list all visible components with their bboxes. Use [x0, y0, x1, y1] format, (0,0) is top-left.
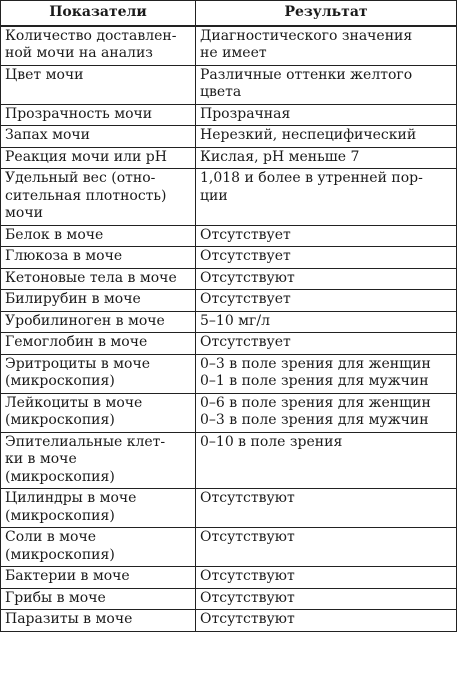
indicator-cell-text: Количество доставлен- ной мочи на анализ [5, 27, 177, 61]
result-cell-text: Отсутствует [200, 226, 291, 243]
indicator-cell [1, 225, 196, 247]
result-cell-text: Отсутствуют [200, 589, 295, 606]
indicator-cell [1, 268, 196, 290]
result-cell-text: Отсутствуют [200, 529, 295, 545]
result-cell-text: 0–6 в поле зрения для женщин 0–3 в поле зрения для мужчин [200, 394, 431, 428]
table-header-row [1, 1, 457, 26]
result-cell-text: Отсутствуют [200, 611, 295, 627]
indicator-cell-text: Эритроциты в моче (микроскопия) [5, 355, 151, 389]
indicator-cell-text: Белок в моче [5, 226, 104, 243]
indicator-cell-text: Запах мочи [5, 127, 90, 143]
indicator-cell [1, 333, 196, 355]
indicator-cell-text: Кетоновые тела в моче [5, 269, 177, 286]
result-cell-text: Нерезкий, неспецифический [200, 127, 417, 143]
result-cell-text: Отсутствует [200, 291, 291, 307]
result-cell-text: Отсутствуют [200, 490, 295, 506]
indicator-cell-text: Уробилиноген в моче [5, 312, 165, 329]
indicator-cell [1, 169, 196, 226]
result-cell [196, 393, 457, 432]
indicator-cell [1, 354, 196, 393]
result-cell-text: Отсутствуют [200, 269, 295, 286]
result-cell-text: 0–3 в поле зрения для женщин 0–1 в поле зрения для мужчин [200, 355, 431, 389]
result-cell [196, 333, 457, 355]
table-row [1, 489, 457, 528]
indicator-cell [1, 567, 196, 589]
result-cell [196, 247, 457, 269]
result-cell [196, 311, 457, 333]
indicator-cell [1, 489, 196, 528]
column-header-indicators: Показатели [1, 1, 196, 26]
table-row [1, 333, 457, 355]
result-cell-text: Различные оттенки желтого цвета [200, 66, 413, 100]
result-cell [196, 354, 457, 393]
table-row [1, 311, 457, 333]
indicator-cell [1, 588, 196, 610]
result-cell [196, 147, 457, 169]
indicator-cell [1, 311, 196, 333]
result-cell-text: 5–10 мг/л [200, 312, 271, 329]
result-cell [196, 126, 457, 148]
result-cell-text: 0–10 в поле зрения [200, 433, 343, 450]
indicator-cell [1, 610, 196, 632]
indicator-cell-text: Цилиндры в моче (микроскопия) [5, 490, 137, 524]
result-cell-text: Отсутствует [200, 334, 291, 350]
table-row [1, 65, 457, 104]
result-cell [196, 26, 457, 66]
table-row [1, 169, 457, 226]
result-cell-text: Отсутствует [200, 248, 291, 264]
indicator-cell-text: Гемоглобин в моче [5, 334, 148, 350]
indicator-cell-text: Эпителиальные клет- ки в моче (микроскопия) [5, 433, 166, 485]
table-row [1, 225, 457, 247]
indicator-cell-text: Цвет мочи [5, 66, 84, 83]
indicator-cell-text: Соли в моче (микроскопия) [5, 529, 115, 563]
result-cell [196, 268, 457, 290]
result-cell [196, 104, 457, 126]
result-cell [196, 65, 457, 104]
result-cell [196, 225, 457, 247]
table-row [1, 588, 457, 610]
result-cell [196, 169, 457, 226]
result-cell-text: 1,018 и более в утренней пор- ции [200, 170, 423, 204]
table-row [1, 567, 457, 589]
indicator-cell-text: Реакция мочи или pH [5, 148, 167, 165]
table-row [1, 268, 457, 290]
column-header-result: Результат [196, 1, 457, 26]
table-row [1, 247, 457, 269]
table-row [1, 393, 457, 432]
indicator-cell [1, 104, 196, 126]
table-row [1, 290, 457, 312]
table-row [1, 126, 457, 148]
indicator-cell [1, 247, 196, 269]
table-row [1, 104, 457, 126]
indicator-cell [1, 147, 196, 169]
result-cell-text: Отсутствуют [200, 568, 295, 584]
indicator-cell-text: Глюкоза в моче [5, 248, 123, 264]
result-cell [196, 610, 457, 632]
indicator-cell [1, 432, 196, 489]
table-row [1, 610, 457, 632]
result-cell [196, 432, 457, 489]
result-cell-text: Кислая, pH меньше 7 [200, 148, 360, 165]
indicator-cell-text: Билирубин в моче [5, 291, 141, 307]
result-cell-text: Прозрачная [200, 105, 291, 122]
indicator-cell-text: Паразиты в моче [5, 611, 133, 627]
table-body [1, 26, 457, 632]
indicator-cell [1, 528, 196, 567]
table-row [1, 432, 457, 489]
indicator-cell-text: Лейкоциты в моче (микроскопия) [5, 394, 143, 428]
indicator-cell [1, 26, 196, 66]
result-cell [196, 290, 457, 312]
indicator-cell [1, 126, 196, 148]
result-cell [196, 567, 457, 589]
table-row [1, 354, 457, 393]
indicator-cell [1, 65, 196, 104]
indicator-cell-text: Удельный вес (отно- сительная плотность) мочи [5, 170, 167, 221]
result-cell [196, 489, 457, 528]
indicator-cell-text: Грибы в моче [5, 589, 106, 606]
result-cell [196, 528, 457, 567]
indicator-cell-text: Прозрачность мочи [5, 105, 153, 122]
indicator-cell [1, 290, 196, 312]
indicator-cell-text: Бактерии в моче [5, 568, 130, 584]
table-row [1, 26, 457, 66]
result-cell-text: Диагностического значения не имеет [200, 27, 413, 61]
indicator-cell [1, 393, 196, 432]
table-row [1, 528, 457, 567]
table-row [1, 147, 457, 169]
result-cell [196, 588, 457, 610]
